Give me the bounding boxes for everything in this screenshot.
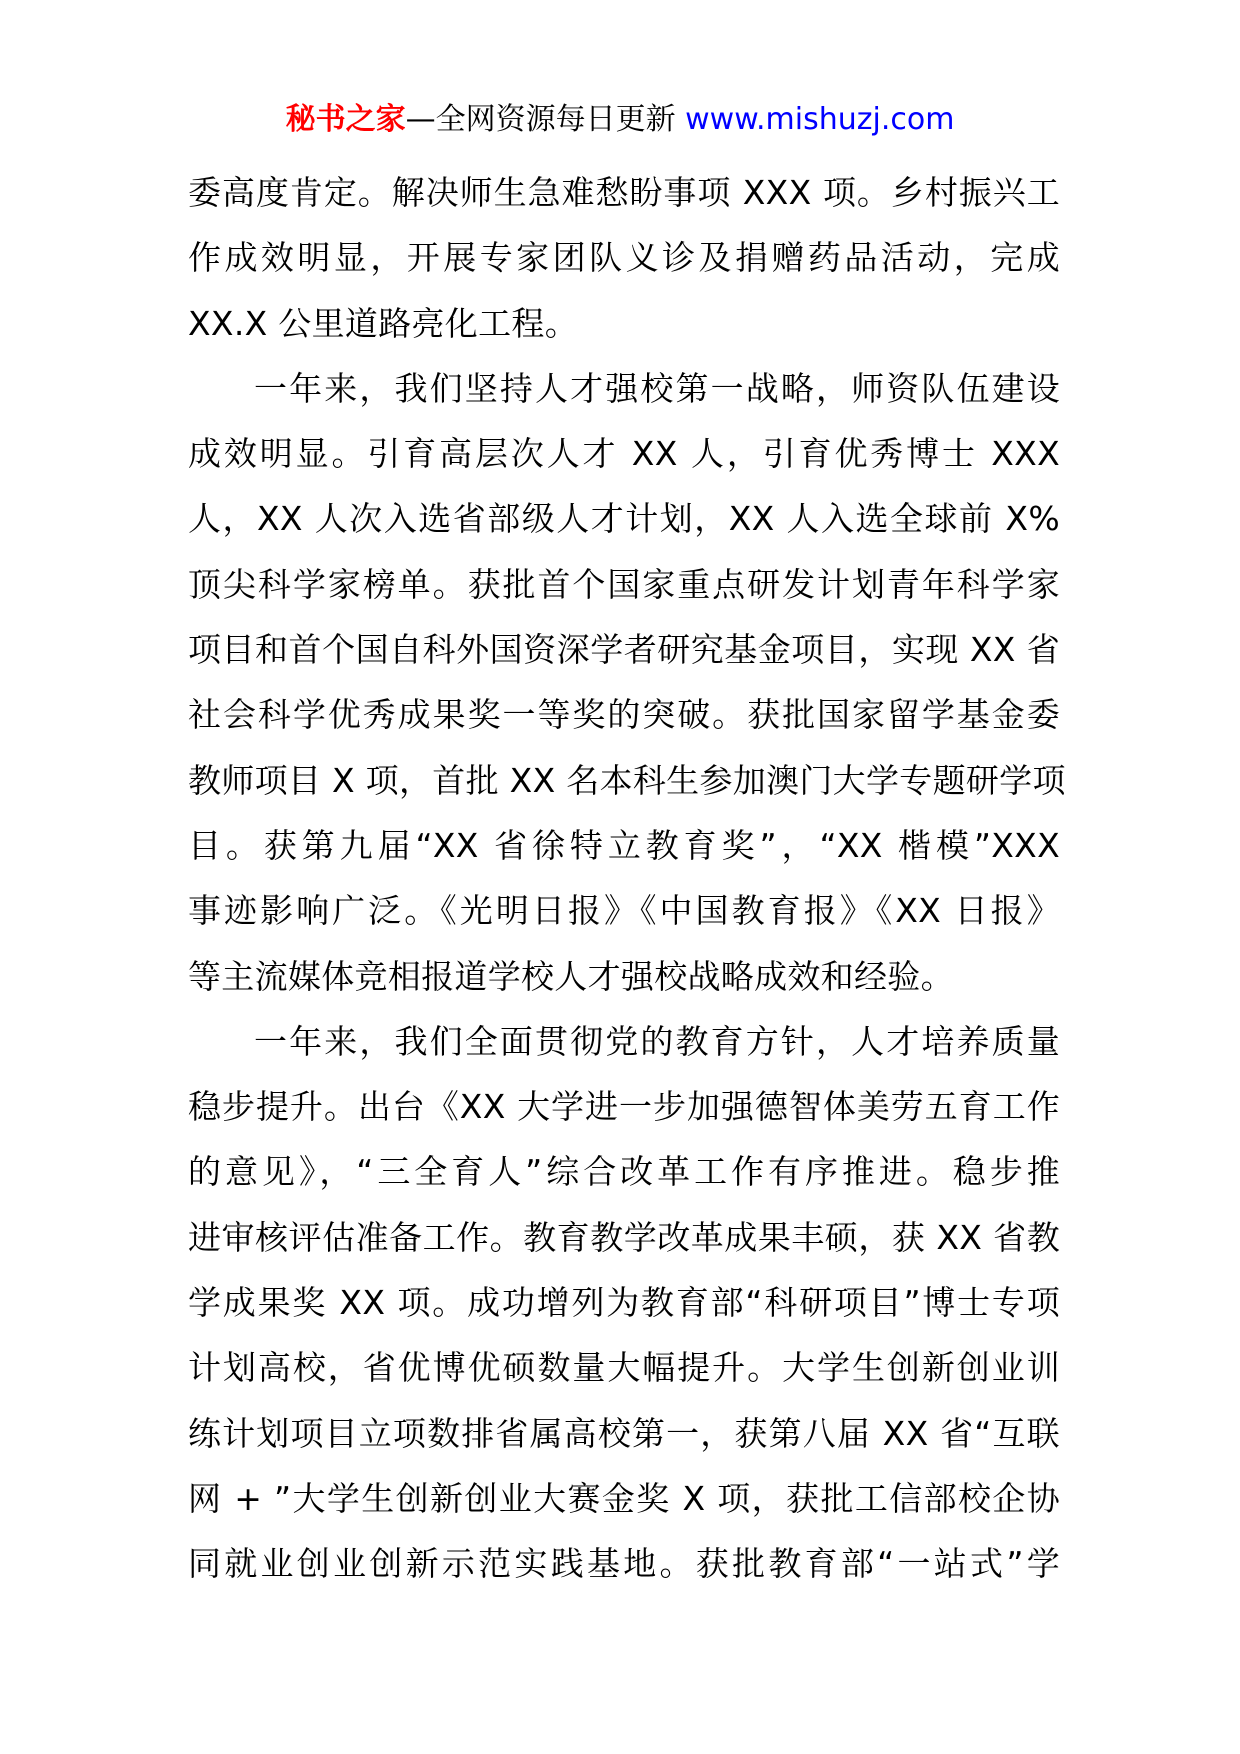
text-line: 目。获第九届“XX 省徐特立教育奖”，“XX 楷模”XXX — [188, 825, 1060, 865]
text-line: 社会科学优秀成果奖一等奖的突破。获批国家留学基金委 — [188, 695, 1060, 735]
text-line: 网 + ”大学生创新创业大赛金奖 X 项，获批工信部校企协 — [188, 1478, 1060, 1518]
paragraph-start-line: 一年来，我们全面贯彻党的教育方针，人才培养质量 — [254, 1021, 1060, 1061]
text-line: 同就业创业创新示范实践基地。获批教育部“一站式”学 — [188, 1544, 1060, 1584]
text-line: 教师项目 X 项，首批 XX 名本科生参加澳门大学专题研学项 — [188, 760, 1066, 800]
text-line: XX.X 公里道路亮化工程。 — [188, 303, 579, 343]
text-line: 计划高校，省优博优硕数量大幅提升。大学生创新创业训 — [188, 1348, 1060, 1388]
text-line: 人，XX 人次入选省部级人才计划，XX 人入选全球前 X% — [188, 499, 1060, 539]
text-line: 顶尖科学家榜单。获批首个国家重点研发计划青年科学家 — [188, 564, 1060, 604]
text-line: 作成效明显，开展专家团队义诊及捐赠药品活动，完成 — [188, 238, 1060, 278]
site-url-link[interactable]: www.mishuzj.com — [685, 102, 955, 137]
brand-name: 秘书之家 — [285, 102, 406, 137]
text-line: 进审核评估准备工作。教育教学改革成果丰硕，获 XX 省教 — [188, 1217, 1060, 1257]
document-body — [188, 160, 1066, 1597]
text-line: 稳步提升。出台《XX 大学进一步加强德智体美劳五育工作 — [188, 1087, 1060, 1127]
header-tagline: —全网资源每日更新 — [405, 102, 676, 137]
text-line: 成效明显。引育高层次人才 XX 人，引育优秀博士 XXX — [188, 434, 1060, 474]
text-line: 事迹影响广泛。《光明日报》《中国教育报》《XX 日报》 — [188, 891, 1060, 931]
text-line: 的意见》，“三全育人”综合改革工作有序推进。稳步推 — [188, 1152, 1060, 1192]
text-line: 等主流媒体竞相报道学校人才强校战略成效和经验。 — [188, 956, 954, 996]
text-line: 练计划项目立项数排省属高校第一，获第八届 XX 省“互联 — [188, 1413, 1060, 1453]
text-line: 委高度肯定。解决师生急难愁盼事项 XXX 项。乡村振兴工 — [188, 173, 1060, 212]
site-header — [0, 100, 1240, 140]
paragraph-start-line: 一年来，我们坚持人才强校第一战略，师资队伍建设 — [254, 368, 1060, 408]
text-line: 项目和首个国自科外国资深学者研究基金项目，实现 XX 省 — [188, 630, 1060, 670]
text-line: 学成果奖 XX 项。成功增列为教育部“科研项目”博士专项 — [188, 1283, 1060, 1323]
